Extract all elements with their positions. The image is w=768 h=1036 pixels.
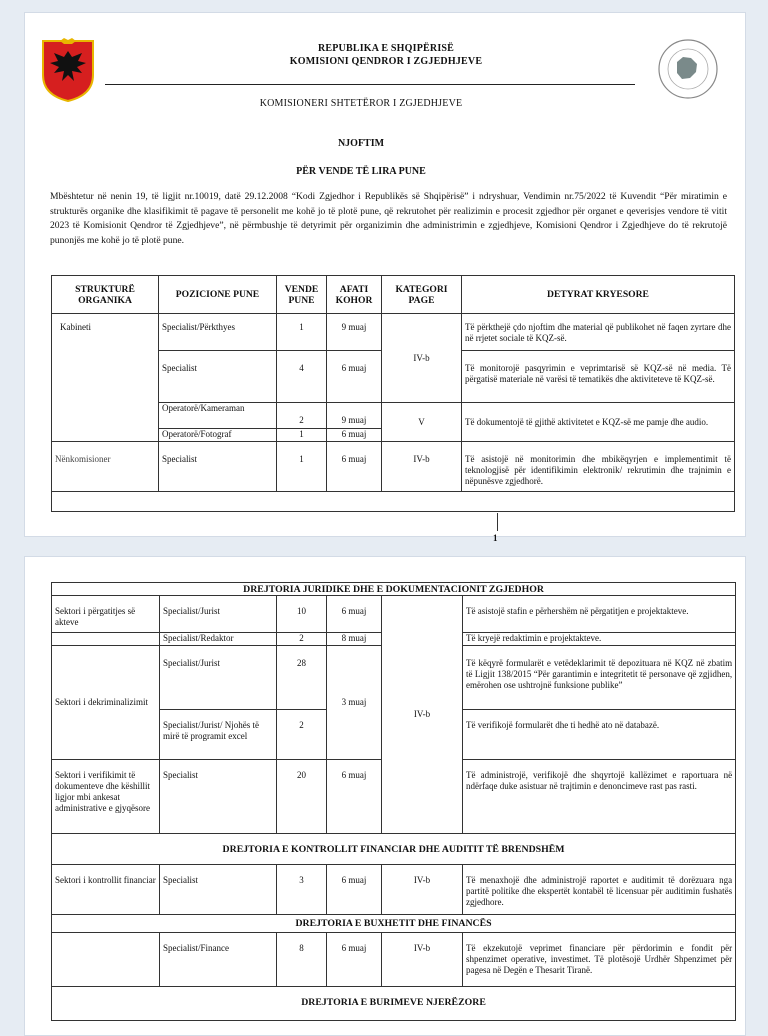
position-cell: Specialist	[160, 760, 277, 834]
col-term: AFATI KOHOR	[327, 276, 382, 314]
duty-cell: Të verifikojë formularët dhe ti hedhë ato në databazë.	[463, 710, 736, 760]
empty-cell	[52, 492, 735, 512]
duty-cell: Të kryejë redaktimin e projektakteve.	[463, 633, 736, 646]
seats-cell: 4	[277, 351, 327, 403]
term-cell: 3 muaj	[327, 646, 382, 760]
term-cell: 9 muaj	[327, 314, 382, 351]
section-row	[52, 834, 736, 865]
category-cell: IV-b	[382, 933, 463, 987]
seats-cell: 2	[277, 710, 327, 760]
col-seats: VENDE PUNE	[277, 276, 327, 314]
duty-cell: Të dokumentojë të gjithë aktivitetet e KQZ-së me pamje dhe audio.	[462, 403, 735, 442]
table-row-empty	[52, 492, 735, 512]
duty-cell: Të përkthejë çdo njoftim dhe material që publikohet në faqen zyrtare dhe në rrjetet sociale të KQZ-së.	[462, 314, 735, 351]
section-heading-legal: DREJTORIA JURIDIKE DHE E DOKUMENTACIONIT ZGJEDHOR	[52, 583, 736, 596]
vacancies-table-page-2	[51, 582, 736, 1021]
col-structure: STRUKTURË ORGANIKA	[52, 276, 159, 314]
table-row	[52, 314, 735, 351]
term-cell: 6 muaj	[327, 442, 382, 492]
position-cell: Specialist/Jurist	[160, 646, 277, 710]
section-heading-budget: DREJTORIA E BUXHETIT DHE FINANCËS	[52, 915, 736, 933]
kqz-seal-logo	[657, 38, 719, 100]
position-cell: Specialist	[159, 442, 277, 492]
seats-cell: 20	[277, 760, 327, 834]
position-cell: Specialist/Jurist	[160, 596, 277, 633]
structure-cell: Sektori i përgatitjes së akteve	[52, 596, 160, 633]
structure-cell: Nënkomisioner	[52, 442, 159, 492]
term-cell: 6 muaj	[327, 351, 382, 403]
duty-cell: Të ekzekutojë veprimet financiare për përdorimin e fondit për shpenzimet operative, investimet. Të plotësojë Urdhër Shpenzimet për pagesa në Degën e Thesarit Tiranë.	[463, 933, 736, 987]
document-page-2	[24, 556, 746, 1036]
duty-cell: Të monitorojë pasqyrimin e veprimtarisë së KQZ-së në media. Të përgatisë materiale në varësi të tematikës dhe aktiviteteve të KQZ-së.	[462, 351, 735, 403]
section-heading-hr: DREJTORIA E BURIMEVE NJERËZORE	[52, 987, 736, 1021]
structure-cell: Kabineti	[52, 314, 159, 442]
position-cell: Specialist/Redaktor	[160, 633, 277, 646]
duty-cell: Të asistojë në monitorimin dhe mbikëqyrjen e implementimit të teknologjisë për identifikimin elektronik/ rekrutimin dhe trajnimin e nëpunësve zgjedhorë.	[462, 442, 735, 492]
term-cell: 6 muaj	[327, 760, 382, 834]
duty-cell: Të administrojë, verifikojë dhe shqyrtojë kallëzimet e raportuara në ndërfaqe duke asistuar në trajtimin e denoncimeve rast pas rasti.	[463, 760, 736, 834]
term-cell: 8 muaj	[327, 633, 382, 646]
category-cell: IV-b	[382, 596, 463, 834]
table-row	[52, 933, 736, 987]
document-page-1	[24, 12, 746, 543]
term-cell: 6 muaj	[327, 596, 382, 633]
structure-cell: Sektori i verifikimit të dokumenteve dhe këshillit ligjor mbi ankesat administrative e gjyqësore	[52, 760, 160, 834]
section-row	[52, 583, 736, 596]
category-cell: IV-b	[382, 314, 462, 403]
page-footer-line	[497, 513, 498, 531]
seats-cell: 2	[277, 633, 327, 646]
table-row	[52, 442, 735, 492]
category-cell: IV-b	[382, 442, 462, 492]
seats-cell: 1	[277, 429, 327, 442]
notice-intro-paragraph: Mbështetur në nenin 19, të ligjit nr.10019, datë 29.12.2008 “Kodi Zgjedhor i Republikës së Shqipërisë” i ndryshuar, Vendimin nr.75/2022 të Kuvendit “Për miratimin e strukturës organike dhe klasifikimit të pagave të personelit me kohë jo të plotë pune, që rekrutohet për realizimin e procesit zgjedhor për organet e qeverisjes vendore të vitit 2023 të Komisionit Qendror të Zgjedhjeve”, në përmbushje të detyrimit për organizimin dhe administrimin e zgjedhjeve, Komisioni Qendror i Zgjedhjeve do të rekrutojë punonjës me kohë jo të plotë pune.	[50, 191, 727, 246]
table-row	[52, 596, 736, 633]
seats-cell: 1	[277, 442, 327, 492]
col-duties: DETYRAT KRYESORE	[462, 276, 735, 314]
section-row	[52, 987, 736, 1021]
category-cell: IV-b	[382, 865, 463, 915]
position-cell: Specialist/Jurist/ Njohës të mirë të programit excel	[160, 710, 277, 760]
structure-cell-empty	[52, 633, 160, 646]
section-row	[52, 915, 736, 933]
duty-cell: Të këqyrë formularët e vetëdeklarimit të depozituara në KQZ në zbatim të Ligjit 138/2015 “Për garantimin e integritetit të personave që zgjidhen, emërohen ose ushtrojnë funksione publike”	[463, 646, 736, 710]
position-cell: Operatorë/Kameraman	[159, 403, 277, 429]
term-cell: 6 muaj	[327, 933, 382, 987]
section-heading-financial-control: DREJTORIA E KONTROLLIT FINANCIAR DHE AUDITIT TË BRENDSHËM	[52, 834, 736, 865]
seats-cell: 28	[277, 646, 327, 710]
category-cell: V	[382, 403, 462, 442]
seats-cell: 3	[277, 865, 327, 915]
seats-cell: 2	[277, 403, 327, 429]
notice-title: NJOFTIM	[337, 138, 385, 149]
notice-subtitle: PËR VENDE TË LIRA PUNE	[296, 166, 426, 177]
position-cell: Specialist/Finance	[160, 933, 277, 987]
duty-cell: Të menaxhojë dhe administrojë raportet e auditimit të dorëzuara nga partitë politike dhe ekspertët kontabël të licensuar për auditimin fushatës zgjedhore.	[463, 865, 736, 915]
position-cell: Specialist/Përkthyes	[159, 314, 277, 351]
structure-cell-empty	[52, 933, 160, 987]
table-row	[52, 865, 736, 915]
commission-heading: KOMISIONI QENDROR I ZGJEDHJEVE	[289, 56, 483, 67]
seats-cell: 8	[277, 933, 327, 987]
structure-cell: Sektori i kontrollit financiar	[52, 865, 160, 915]
vacancies-table-page-1	[51, 275, 735, 512]
position-cell: Specialist	[160, 865, 277, 915]
term-cell: 6 muaj	[327, 865, 382, 915]
col-position: POZICIONE PUNE	[159, 276, 277, 314]
table-header-row	[52, 276, 735, 314]
duty-cell: Të asistojë stafin e përhershëm në përgatitjen e projektakteve.	[463, 596, 736, 633]
page-number: 1	[493, 533, 498, 543]
commissioner-heading: KOMISIONERI SHTETËROR I ZGJEDHJEVE	[259, 98, 463, 109]
seats-cell: 10	[277, 596, 327, 633]
term-cell: 6 muaj	[327, 429, 382, 442]
col-category: KATEGORI PAGE	[382, 276, 462, 314]
position-cell: Specialist	[159, 351, 277, 403]
structure-cell: Sektori i dekriminalizimit	[52, 646, 160, 760]
header-divider	[105, 84, 635, 85]
seats-cell: 1	[277, 314, 327, 351]
term-cell: 9 muaj	[327, 403, 382, 429]
republic-heading: REPUBLIKA E SHQIPËRISË	[317, 43, 455, 54]
position-cell: Operatorë/Fotograf	[159, 429, 277, 442]
